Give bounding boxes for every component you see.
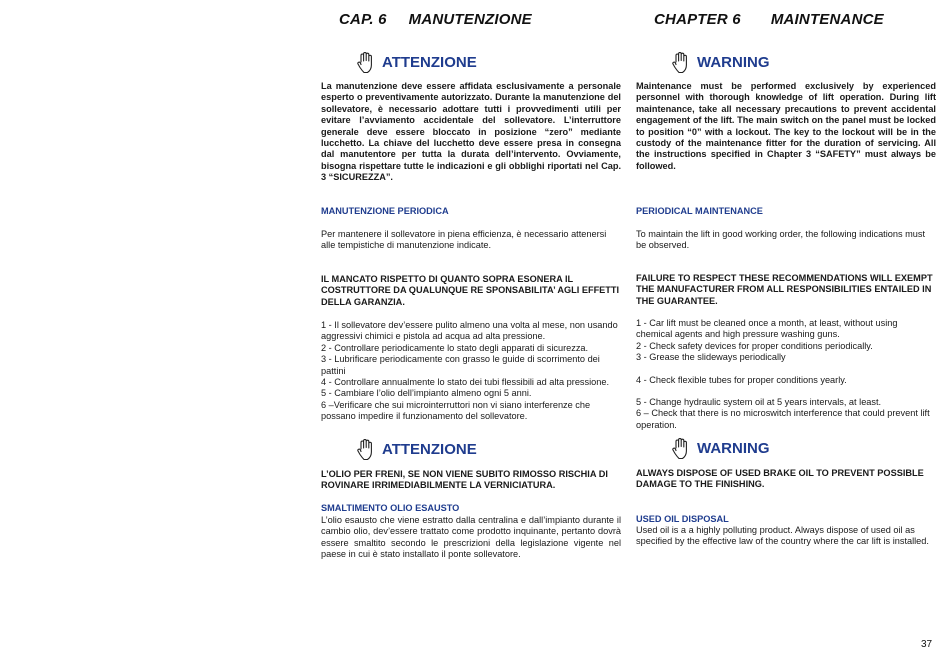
warning-label: ATTENZIONE [382, 441, 477, 458]
maintenance-list-en [636, 318, 936, 431]
list-item: 5 - Change hydraulic system oil at 5 years intervals, at least. [636, 397, 882, 408]
hand-warning-icon [357, 52, 377, 74]
periodic-maintenance-text-it: Per mantenere il sollevatore in piena efficienza, è necessario attenersi alle tempistiche di manutenzione indicate. [321, 229, 607, 251]
hand-warning-icon [672, 438, 692, 460]
warning-label: ATTENZIONE [382, 54, 477, 71]
chapter-title: MANUTENZIONE [408, 11, 532, 28]
warning-heading-it-2 [357, 439, 477, 461]
brake-oil-warning-en: ALWAYS DISPOSE OF USED BRAKE OIL TO PREVENT POSSIBLE DAMAGE TO THE FINISHING. [636, 468, 924, 490]
list-item: 3 - Lubrificare periodicamente con grasso le guide di scorrimento dei pattini [321, 354, 600, 376]
chapter-number: CHAPTER 6 [654, 11, 741, 28]
warning-label: WARNING [697, 440, 770, 457]
warning-label: WARNING [697, 54, 770, 71]
warning-heading-it-1 [357, 52, 477, 74]
warning-heading-en-1 [672, 52, 770, 74]
list-item: 4 - Check flexible tubes for proper conditions yearly. [636, 374, 847, 385]
oil-disposal-heading-it: SMALTIMENTO OLIO ESAUSTO [321, 503, 460, 513]
intro-paragraph-en: Maintenance must be performed exclusively by experienced personnel with thorough knowledge of lift operation. During lift maintenance, take all necessary precautions to prevent accidental engagement of the lift. The main switch on the panel must be locked to position “0” with a lockout. The key to the lockout will be in the custody of the maintenance fitter for the duration of servicing. All the instructions specified in Chapter 3 “SAFETY” must always be followed. [636, 81, 936, 171]
hand-warning-icon [672, 52, 692, 74]
oil-disposal-heading-en: USED OIL DISPOSAL [636, 514, 729, 524]
list-item: 5 - Cambiare l’olio dell’impianto almeno ogni 5 anni. [321, 388, 532, 399]
page-number: 37 [921, 639, 933, 650]
hand-warning-icon [357, 439, 377, 461]
list-item: 1 - Car lift must be cleaned once a month, at least, without using chemical agents and high pressure washing guns. [636, 318, 898, 340]
intro-paragraph-it: La manutenzione deve essere affidata esclusivamente a personale esperto o preventivamente autorizzato. Durante la manutenzione del sollevatore, è necessario adottare tutti i provvedimenti utili per evitare l’avviamento accidentale del sollevatore. L’interruttore generale deve essere bloccato in posizione “zero” mediante lucchetto. La chiave del lucchetto deve essere presa in consegna dal manutentore per tutta la durata dell’intervento. Ovviamente, bisogna rispettare tutte le indicazioni e gli obblighi riportati nel Cap. 3 “SICUREZZA”. [321, 81, 621, 183]
chapter-number: CAP. 6 [339, 11, 387, 28]
list-item: 6 –Verificare che sui microinterruttori non vi siano interferenze che possano impedire il funzionamento del sollevatore. [321, 399, 591, 422]
chapter-heading-it [339, 11, 532, 28]
list-item: 4 - Controllare annualmente lo stato dei tubi flessibili ad alta pressione. [321, 377, 610, 388]
oil-disposal-text-it: L’olio esausto che viene estratto dalla centralina e dall’impianto durante il cambio olio, dev’essere trattato come prodotto inquinante, pertanto dovrà essere smaltito secondo le prescrizioni della legislazione vigente nel paese in cui è stato installato il ponte sollevatore. [321, 515, 621, 560]
list-item: 1 - Il sollevatore dev’essere pulito almeno una volta al mese, non usando aggressivi chimici e pistola ad acqua ad alta pressione. [321, 320, 618, 342]
list-item: 6 – Check that there is no microswitch interference that could prevent lift operation. [636, 408, 930, 430]
maintenance-list-it [321, 320, 621, 423]
guarantee-disclaimer-it: IL MANCATO RISPETTO DI QUANTO SOPRA ESONERA IL COSTRUTTORE DA QUALUNQUE RE SPONSABILITA’ AGLI EFFETTI DELLA GARANZIA. [321, 274, 620, 307]
guarantee-disclaimer-en: FAILURE TO RESPECT THESE RECOMMENDATIONS WILL EXEMPT THE MANUFACTURER FROM ALL RESPONSIBILITIES ENTAILED IN THE GUARANTEE. [636, 273, 933, 306]
list-item: 2 - Controllare periodicamente lo stato degli apparati di sicurezza. [321, 342, 589, 353]
warning-heading-en-2 [672, 438, 770, 460]
list-item: 3 - Grease the slideways periodically [636, 352, 786, 363]
periodic-maintenance-heading-it: MANUTENZIONE PERIODICA [321, 206, 449, 216]
periodic-maintenance-heading-en: PERIODICAL MAINTENANCE [636, 206, 763, 216]
brake-oil-warning-it: L’OLIO PER FRENI, SE NON VIENE SUBITO RIMOSSO RISCHIA DI ROVINARE IRRIMEDIABILMENTE LA VERNICIATURA. [321, 469, 608, 491]
list-item: 2 - Check safety devices for proper conditions periodically. [636, 340, 873, 351]
oil-disposal-text-en: Used oil is a a highly polluting product. Always dispose of used oil as specified by the effective law of the country where the car lift is installed. [636, 525, 929, 547]
chapter-heading-en [654, 11, 884, 28]
chapter-title: MAINTENANCE [770, 11, 884, 28]
periodic-maintenance-text-en: To maintain the lift in good working order, the following indications must be observed. [636, 229, 926, 251]
